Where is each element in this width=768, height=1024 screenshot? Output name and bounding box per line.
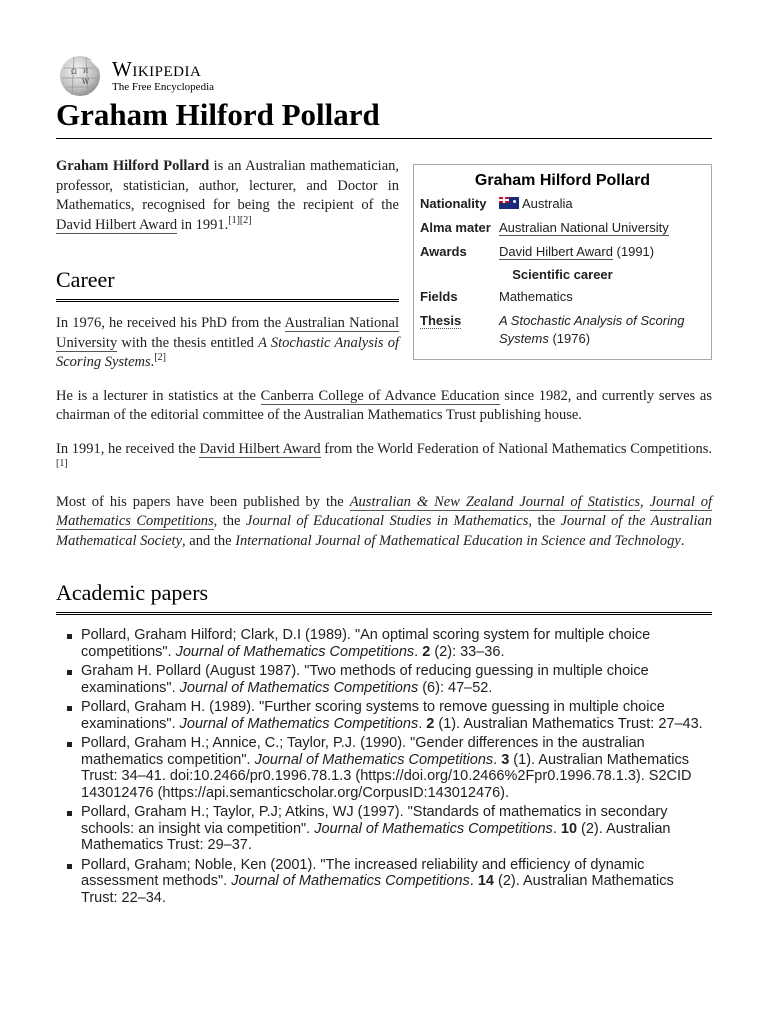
- section-heading-papers: Academic papers: [56, 579, 712, 615]
- journal-name: Journal of Educational Studies in Mathematics: [245, 513, 529, 529]
- hilbert-award-link-2[interactable]: David Hilbert Award: [199, 440, 321, 457]
- para-text: , the: [213, 513, 246, 529]
- anz-journal-link[interactable]: Australian & New Zealand Journal of Statistics: [349, 493, 641, 510]
- jmc-link[interactable]: Journal of Mathematics Competitions: [56, 493, 712, 529]
- papers-list: [56, 627, 712, 906]
- paper-item: [56, 699, 712, 732]
- subject-name: Graham Hilford Pollard: [56, 158, 210, 174]
- career-paragraph-2: [56, 387, 712, 426]
- fields-value: Mathematics: [499, 289, 573, 304]
- paper-journal: Journal of Mathematics Competitions: [179, 679, 419, 696]
- para-text: ,: [640, 493, 650, 510]
- svg-text:W: W: [82, 78, 90, 86]
- paper-details: (6): 47–52.: [418, 679, 493, 696]
- paper-details: (2): 33–36.: [430, 643, 505, 660]
- paper-separator: .: [418, 715, 427, 732]
- paper-citation: Pollard, Graham; Noble, Ken (2001). "The increased reliability and efficiency of dynamic assessment methods".: [81, 856, 645, 889]
- paper-journal: Journal of Mathematics Competitions: [175, 643, 415, 660]
- paper-volume: 2: [422, 643, 431, 660]
- article-content: [56, 157, 712, 909]
- paper-details: (2). Australian Mathematics Trust: 29–37.: [81, 820, 671, 853]
- para-text: , and the: [182, 532, 236, 549]
- paper-citation: Graham H. Pollard (August 1987). "Two methods of reducing guessing in multiple choice examinations".: [81, 663, 649, 696]
- paper-separator: .: [493, 751, 502, 768]
- paper-volume: 14: [477, 873, 494, 889]
- paper-item: [56, 627, 712, 660]
- para-text: In 1976, he received his PhD from the: [56, 315, 285, 331]
- puzzle-globe-icon: [56, 54, 104, 98]
- paper-citation: Pollard, Graham H.; Annice, C.; Taylor, P.J. (1990). "Gender differences in the australian mathematics competition".: [81, 735, 645, 768]
- lead-text: is an Australian mathematician, professor, statistician, author, lecturer, and Doctor in Mathematics, recognised for being the recipient of the: [56, 158, 400, 213]
- paper-details: (1). Australian Mathematics Trust: 27–43.: [434, 715, 703, 732]
- awards-link[interactable]: David Hilbert Award: [499, 244, 613, 259]
- paper-separator: .: [552, 820, 561, 837]
- journal-name: Journal of the Australian Mathematical Society: [56, 513, 712, 549]
- lead-paragraph: [56, 157, 399, 235]
- paper-citation: Pollard, Graham H.; Taylor, P.J; Atkins, WJ (1997). "Standards of mathematics in secondary schools: an insight via competition".: [81, 804, 668, 837]
- career-paragraph-1: [56, 314, 399, 373]
- thesis-year: (1976): [548, 331, 591, 346]
- career-paragraph-3: [56, 440, 712, 479]
- svg-text:Ω: Ω: [71, 68, 77, 76]
- paper-journal: Journal of Mathematics Competitions: [254, 751, 494, 768]
- infobox-label: Nationality: [420, 196, 487, 211]
- citation-link[interactable]: [2]: [154, 352, 166, 364]
- para-text: from the World Federation of National Mathematics Competitions.: [320, 440, 712, 457]
- paper-citation: Pollard, Graham H. (1989). "Further scoring systems to remove guessing in multiple choice examinations".: [81, 699, 665, 732]
- paper-separator: .: [469, 873, 478, 889]
- paper-volume: 10: [560, 820, 578, 837]
- thesis-label[interactable]: Thesis: [420, 313, 462, 328]
- paper-volume: 2: [426, 715, 435, 732]
- alma-mater-link[interactable]: Australian National University: [499, 220, 669, 235]
- para-text: with the thesis entitled: [117, 334, 259, 351]
- thesis-value: A Stochastic Analysis of Scoring Systems: [499, 313, 685, 346]
- hilbert-award-link[interactable]: David Hilbert Award: [56, 216, 178, 233]
- para-text: In 1991, he received the: [56, 440, 200, 457]
- awards-year: (1991): [612, 244, 655, 259]
- wikipedia-logo[interactable]: [56, 54, 214, 98]
- infobox-label: Fields: [420, 289, 458, 304]
- para-text: , the: [528, 513, 561, 529]
- career-paragraph-4: [56, 493, 712, 552]
- lead-text-end: in 1991.: [177, 216, 229, 233]
- paper-journal: Journal of Mathematics Competitions: [179, 715, 419, 732]
- paper-item: [56, 804, 712, 854]
- paper-citation: Pollard, Graham Hilford; Clark, D.I (1989). "An optimal scoring system for multiple choice competitions".: [81, 627, 651, 660]
- anu-link[interactable]: Australian National University: [56, 315, 399, 351]
- paper-details: (2). Australian Mathematics Trust: 22–34.: [81, 873, 674, 906]
- thesis-title: A Stochastic Analysis of Scoring Systems: [56, 334, 399, 370]
- wordmark-title: Wikipedia: [112, 57, 202, 81]
- canberra-college-link[interactable]: Canberra College of Advance Education: [260, 387, 500, 404]
- para-text: since 1982, and currently serves as chairman of the editorial committee of the Australian Mathematics Trust publishing house.: [56, 387, 712, 423]
- paper-journal: Journal of Mathematics Competitions: [231, 873, 470, 889]
- paper-item: [56, 663, 712, 696]
- journal-name: International Journal of Mathematical Education in Science and Technology: [235, 532, 681, 549]
- infobox-title: Graham Hilford Pollard: [474, 172, 651, 189]
- citation-link[interactable]: [1][2]: [228, 214, 252, 226]
- nationality-value: Australia: [522, 196, 573, 211]
- paper-volume: 3: [501, 751, 510, 768]
- para-text: He is a lecturer in statistics at the: [56, 387, 261, 404]
- wordmark-tagline: The Free Encyclopedia: [112, 81, 215, 93]
- page-title: Graham Hilford Pollard: [56, 96, 712, 139]
- para-text: Most of his papers have been published by the: [56, 493, 350, 510]
- para-text: .: [150, 354, 155, 370]
- infobox-section-header: Scientific career: [512, 267, 613, 282]
- paper-item: [56, 735, 712, 801]
- svg-text:И: И: [83, 68, 89, 75]
- paper-details: (1). Australian Mathematics Trust: 34–41. doi:10.2466/pr0.1996.78.1.3 (https://doi.org/10.2466%2Fpr0.1996.78.1.3). S2CID 143012476 (https://api.semanticscholar.org/CorpusID:143012476).: [81, 751, 692, 801]
- citation-link[interactable]: [1]: [56, 458, 68, 470]
- infobox-label: Alma mater: [420, 220, 491, 235]
- section-heading-career: Career: [56, 266, 399, 302]
- infobox-label: Awards: [420, 244, 467, 259]
- paper-separator: .: [414, 643, 423, 660]
- paper-journal: Journal of Mathematics Competitions: [314, 820, 553, 837]
- para-text: .: [680, 532, 685, 549]
- paper-item: [56, 857, 712, 907]
